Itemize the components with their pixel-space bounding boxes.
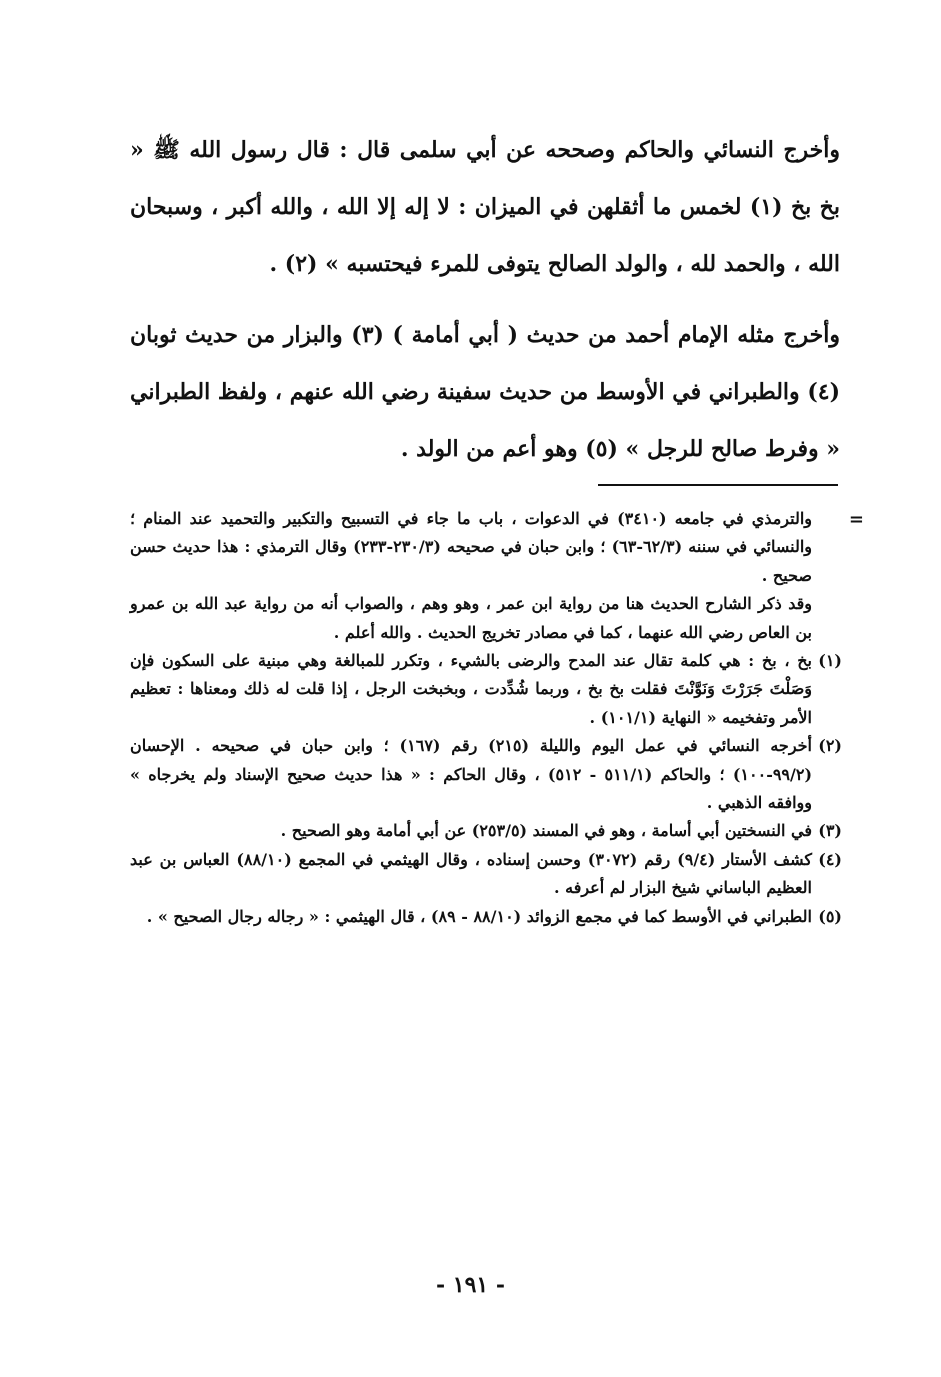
footnote-number: (٢) xyxy=(818,736,842,756)
footnote-number: (٣) xyxy=(818,821,842,841)
footnote-text: في النسختين أبي أسامة ، وهو في المسند (٢٥٣/٥) عن أبي أمامة وهو الصحيح . xyxy=(280,821,812,841)
footnote-number: (٥) xyxy=(818,906,842,926)
footnotes xyxy=(130,505,864,931)
footnote-1 xyxy=(130,647,842,732)
footnote-4 xyxy=(130,846,842,903)
footnote-number: (١) xyxy=(818,651,842,671)
continuation-mark: = xyxy=(848,509,864,530)
footnote-text: بخ ، بخ : هي كلمة تقال عند المدح والرضى بالشيء ، وتكرر للمبالغة وهي مبنية على السكون فإن وَصَلْتَ جَرَرْتَ وَنَوَّنْتَ فقلت بخ بخ ، وربما شُدِّدت ، وبخبخت الرجل ، إذا قلت له ذلك ومعناها : تعظيم الأمر وتفخيمه « النهاية (١٠١/١) . xyxy=(130,651,812,727)
footnote-number: (٤) xyxy=(818,849,842,869)
footnote-text: كشف الأستار (٩/٤) رقم (٣٠٧٢) وحسن إسناده ، وقال الهيثمي في المجمع (٨٨/١٠) العباس بن عبد العظيم الباساني شيخ البزار لم أعرفه . xyxy=(130,849,812,898)
main-text xyxy=(130,122,840,492)
footnote-continuation-2: وقد ذكر الشارح الحديث هنا من رواية ابن عمر ، وهو وهم ، والصواب أنه من رواية عبد الله بن عمرو بن العاص رضي الله عنهما ، كما في مصادر تخريج الحديث . والله أعلم . xyxy=(130,594,812,642)
footnote-2 xyxy=(130,732,842,817)
page-number: - ١٩١ - xyxy=(435,1272,506,1298)
main-paragraph-1: وأخرج النسائي والحاكم وصححه عن أبي سلمى قال : قال رسول الله ﷺ « بخ بخ (١) لخمس ما أثقلهن في الميزان : لا إله إلا الله ، والله أكبر ، وسبحان الله ، والحمد لله ، والولد الصالح يتوفى للمرء فيحتسبه » (٢) . xyxy=(130,137,840,277)
footnote-continuation-1: والترمذي في جامعه (٣٤١٠) في الدعوات ، باب ما جاء في التسبيح والتكبير والتحميد عند المنام ؛ والنسائي في سننه (٦٢/٣-٦٣) ؛ وابن حبان في صحيحه (٢٣٠/٣-٢٣٣) وقال الترمذي : هذا حديث حسن صحيح . xyxy=(130,509,813,585)
footnote-separator xyxy=(598,484,838,486)
footnote-text: أخرجه النسائي في عمل اليوم والليلة (٢١٥) رقم (١٦٧) ؛ وابن حبان في صحيحه . الإحسان (٩٩/٢-١٠٠) ؛ والحاكم (٥١١/١ - ٥١٢) ، وقال الحاكم : « هذا حديث صحيح الإسناد ولم يخرجاه » ووافقه الذهبي . xyxy=(130,736,813,813)
main-paragraph-2: وأخرج مثله الإمام أحمد من حديث ( أبي أمامة ) (٣) والبزار من حديث ثوبان (٤) والطبراني في الأوسط من حديث سفينة رضي الله عنهم ، ولفظ الطبراني « وفرط صالح للرجل » (٥) وهو أعم من الولد . xyxy=(130,322,840,462)
footnote-3 xyxy=(130,817,842,845)
footnote-text: الطبراني في الأوسط كما في مجمع الزوائد (٨٨/١٠ - ٨٩) ، قال الهيثمي : « رجاله رجال الصحيح » . xyxy=(146,906,812,926)
footnote-5 xyxy=(130,903,842,931)
